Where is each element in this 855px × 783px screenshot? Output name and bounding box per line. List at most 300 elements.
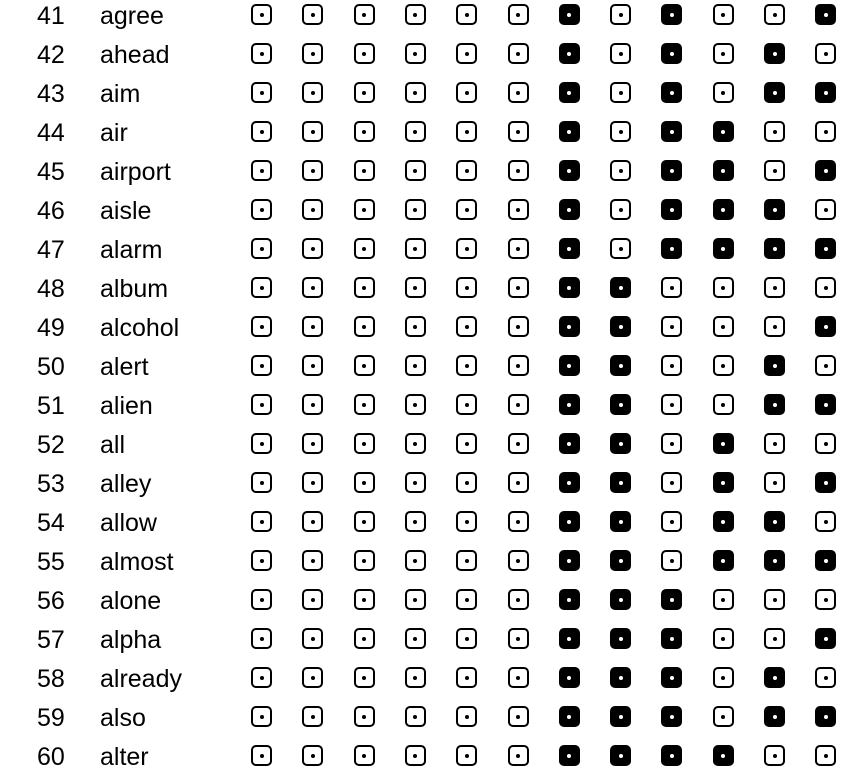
filled-bit-box-icon	[559, 238, 580, 259]
empty-bit-box-icon	[610, 43, 631, 64]
row-word: air	[100, 119, 128, 147]
row-word: alpha	[100, 626, 162, 654]
empty-bit-box-icon	[713, 355, 734, 376]
table-row	[0, 390, 855, 429]
empty-bit-box-icon	[251, 706, 272, 727]
filled-bit-box-icon	[559, 628, 580, 649]
empty-bit-box-icon	[508, 667, 529, 688]
empty-bit-box-icon	[456, 511, 477, 532]
filled-bit-box-icon	[661, 82, 682, 103]
filled-bit-box-icon	[610, 355, 631, 376]
empty-bit-box-icon	[302, 628, 323, 649]
row-number: 55	[37, 548, 65, 576]
empty-bit-box-icon	[508, 433, 529, 454]
empty-bit-box-icon	[713, 628, 734, 649]
empty-bit-box-icon	[302, 160, 323, 181]
table-row	[0, 546, 855, 585]
empty-bit-box-icon	[251, 472, 272, 493]
row-word: alien	[100, 392, 153, 420]
empty-bit-box-icon	[713, 394, 734, 415]
empty-bit-box-icon	[405, 316, 426, 337]
empty-bit-box-icon	[764, 121, 785, 142]
row-number: 54	[37, 509, 65, 537]
empty-bit-box-icon	[354, 316, 375, 337]
empty-bit-box-icon	[251, 82, 272, 103]
empty-bit-box-icon	[251, 121, 272, 142]
filled-bit-box-icon	[764, 199, 785, 220]
row-number: 41	[37, 2, 65, 30]
row-number: 50	[37, 353, 65, 381]
empty-bit-box-icon	[815, 511, 836, 532]
table-row	[0, 78, 855, 117]
empty-bit-box-icon	[251, 316, 272, 337]
filled-bit-box-icon	[764, 511, 785, 532]
filled-bit-box-icon	[559, 43, 580, 64]
empty-bit-box-icon	[405, 238, 426, 259]
empty-bit-box-icon	[610, 238, 631, 259]
empty-bit-box-icon	[405, 433, 426, 454]
filled-bit-box-icon	[610, 511, 631, 532]
empty-bit-box-icon	[815, 43, 836, 64]
row-number: 49	[37, 314, 65, 342]
filled-bit-box-icon	[764, 706, 785, 727]
empty-bit-box-icon	[661, 511, 682, 532]
row-word: allow	[100, 509, 157, 537]
filled-bit-box-icon	[764, 394, 785, 415]
empty-bit-box-icon	[251, 628, 272, 649]
empty-bit-box-icon	[764, 472, 785, 493]
empty-bit-box-icon	[815, 433, 836, 454]
empty-bit-box-icon	[815, 745, 836, 766]
filled-bit-box-icon	[713, 160, 734, 181]
empty-bit-box-icon	[251, 745, 272, 766]
empty-bit-box-icon	[456, 550, 477, 571]
empty-bit-box-icon	[354, 433, 375, 454]
table-row	[0, 195, 855, 234]
empty-bit-box-icon	[764, 316, 785, 337]
empty-bit-box-icon	[764, 628, 785, 649]
filled-bit-box-icon	[764, 238, 785, 259]
filled-bit-box-icon	[713, 121, 734, 142]
empty-bit-box-icon	[508, 394, 529, 415]
empty-bit-box-icon	[456, 82, 477, 103]
row-word: all	[100, 431, 126, 459]
filled-bit-box-icon	[815, 706, 836, 727]
filled-bit-box-icon	[661, 706, 682, 727]
empty-bit-box-icon	[354, 4, 375, 25]
filled-bit-box-icon	[815, 472, 836, 493]
empty-bit-box-icon	[508, 706, 529, 727]
filled-bit-box-icon	[559, 745, 580, 766]
empty-bit-box-icon	[302, 277, 323, 298]
row-word: album	[100, 275, 169, 303]
empty-bit-box-icon	[713, 43, 734, 64]
empty-bit-box-icon	[251, 355, 272, 376]
filled-bit-box-icon	[610, 550, 631, 571]
filled-bit-box-icon	[610, 589, 631, 610]
empty-bit-box-icon	[508, 589, 529, 610]
empty-bit-box-icon	[456, 199, 477, 220]
empty-bit-box-icon	[354, 394, 375, 415]
empty-bit-box-icon	[302, 550, 323, 571]
empty-bit-box-icon	[508, 82, 529, 103]
filled-bit-box-icon	[559, 472, 580, 493]
row-number: 60	[37, 743, 65, 771]
empty-bit-box-icon	[661, 355, 682, 376]
filled-bit-box-icon	[661, 628, 682, 649]
row-number: 48	[37, 275, 65, 303]
empty-bit-box-icon	[661, 277, 682, 298]
empty-bit-box-icon	[405, 82, 426, 103]
empty-bit-box-icon	[405, 511, 426, 532]
filled-bit-box-icon	[559, 121, 580, 142]
empty-bit-box-icon	[456, 394, 477, 415]
empty-bit-box-icon	[815, 277, 836, 298]
empty-bit-box-icon	[713, 589, 734, 610]
row-number: 44	[37, 119, 65, 147]
filled-bit-box-icon	[713, 472, 734, 493]
table-row	[0, 468, 855, 507]
empty-bit-box-icon	[405, 628, 426, 649]
row-word: already	[100, 665, 182, 693]
empty-bit-box-icon	[405, 355, 426, 376]
empty-bit-box-icon	[610, 82, 631, 103]
empty-bit-box-icon	[661, 433, 682, 454]
empty-bit-box-icon	[815, 589, 836, 610]
empty-bit-box-icon	[354, 706, 375, 727]
empty-bit-box-icon	[354, 277, 375, 298]
table-row	[0, 0, 855, 39]
filled-bit-box-icon	[661, 4, 682, 25]
filled-bit-box-icon	[661, 238, 682, 259]
filled-bit-box-icon	[559, 160, 580, 181]
empty-bit-box-icon	[302, 745, 323, 766]
empty-bit-box-icon	[456, 238, 477, 259]
empty-bit-box-icon	[405, 667, 426, 688]
empty-bit-box-icon	[405, 706, 426, 727]
table-row	[0, 585, 855, 624]
empty-bit-box-icon	[508, 745, 529, 766]
empty-bit-box-icon	[456, 628, 477, 649]
filled-bit-box-icon	[764, 43, 785, 64]
row-word: almost	[100, 548, 174, 576]
filled-bit-box-icon	[713, 511, 734, 532]
filled-bit-box-icon	[661, 121, 682, 142]
empty-bit-box-icon	[508, 238, 529, 259]
empty-bit-box-icon	[302, 706, 323, 727]
empty-bit-box-icon	[354, 667, 375, 688]
filled-bit-box-icon	[713, 433, 734, 454]
empty-bit-box-icon	[302, 199, 323, 220]
empty-bit-box-icon	[661, 472, 682, 493]
row-word: ahead	[100, 41, 170, 69]
row-word: alone	[100, 587, 162, 615]
filled-bit-box-icon	[815, 628, 836, 649]
row-word: also	[100, 704, 146, 732]
empty-bit-box-icon	[302, 355, 323, 376]
empty-bit-box-icon	[354, 628, 375, 649]
empty-bit-box-icon	[764, 160, 785, 181]
filled-bit-box-icon	[559, 4, 580, 25]
filled-bit-box-icon	[661, 43, 682, 64]
empty-bit-box-icon	[661, 394, 682, 415]
empty-bit-box-icon	[764, 433, 785, 454]
table-row	[0, 273, 855, 312]
empty-bit-box-icon	[354, 82, 375, 103]
empty-bit-box-icon	[405, 199, 426, 220]
row-number: 51	[37, 392, 65, 420]
empty-bit-box-icon	[508, 355, 529, 376]
filled-bit-box-icon	[661, 160, 682, 181]
empty-bit-box-icon	[354, 589, 375, 610]
empty-bit-box-icon	[354, 745, 375, 766]
empty-bit-box-icon	[508, 628, 529, 649]
empty-bit-box-icon	[456, 667, 477, 688]
empty-bit-box-icon	[251, 199, 272, 220]
empty-bit-box-icon	[610, 121, 631, 142]
empty-bit-box-icon	[405, 43, 426, 64]
filled-bit-box-icon	[559, 316, 580, 337]
filled-bit-box-icon	[559, 667, 580, 688]
filled-bit-box-icon	[559, 706, 580, 727]
empty-bit-box-icon	[251, 238, 272, 259]
empty-bit-box-icon	[456, 589, 477, 610]
filled-bit-box-icon	[764, 550, 785, 571]
filled-bit-box-icon	[559, 550, 580, 571]
empty-bit-box-icon	[251, 511, 272, 532]
filled-bit-box-icon	[713, 238, 734, 259]
empty-bit-box-icon	[815, 199, 836, 220]
empty-bit-box-icon	[764, 4, 785, 25]
empty-bit-box-icon	[405, 550, 426, 571]
filled-bit-box-icon	[559, 199, 580, 220]
filled-bit-box-icon	[815, 160, 836, 181]
filled-bit-box-icon	[610, 433, 631, 454]
empty-bit-box-icon	[302, 667, 323, 688]
empty-bit-box-icon	[456, 121, 477, 142]
row-number: 47	[37, 236, 65, 264]
empty-bit-box-icon	[302, 4, 323, 25]
filled-bit-box-icon	[764, 82, 785, 103]
empty-bit-box-icon	[456, 355, 477, 376]
empty-bit-box-icon	[456, 4, 477, 25]
empty-bit-box-icon	[610, 160, 631, 181]
table-row	[0, 702, 855, 741]
empty-bit-box-icon	[610, 4, 631, 25]
filled-bit-box-icon	[610, 277, 631, 298]
table-row	[0, 624, 855, 663]
table-row	[0, 351, 855, 390]
row-word: aim	[100, 80, 141, 108]
empty-bit-box-icon	[456, 277, 477, 298]
empty-bit-box-icon	[354, 550, 375, 571]
empty-bit-box-icon	[251, 4, 272, 25]
empty-bit-box-icon	[456, 160, 477, 181]
empty-bit-box-icon	[251, 550, 272, 571]
row-number: 45	[37, 158, 65, 186]
empty-bit-box-icon	[302, 238, 323, 259]
empty-bit-box-icon	[354, 511, 375, 532]
empty-bit-box-icon	[405, 589, 426, 610]
filled-bit-box-icon	[661, 199, 682, 220]
empty-bit-box-icon	[456, 433, 477, 454]
row-number: 52	[37, 431, 65, 459]
filled-bit-box-icon	[713, 745, 734, 766]
row-word: agree	[100, 2, 164, 30]
empty-bit-box-icon	[354, 121, 375, 142]
empty-bit-box-icon	[713, 316, 734, 337]
row-number: 57	[37, 626, 65, 654]
row-number: 46	[37, 197, 65, 225]
empty-bit-box-icon	[764, 589, 785, 610]
filled-bit-box-icon	[610, 667, 631, 688]
empty-bit-box-icon	[302, 433, 323, 454]
empty-bit-box-icon	[508, 4, 529, 25]
empty-bit-box-icon	[405, 394, 426, 415]
empty-bit-box-icon	[508, 277, 529, 298]
row-word: alarm	[100, 236, 163, 264]
table-row	[0, 741, 855, 780]
empty-bit-box-icon	[508, 43, 529, 64]
row-number: 53	[37, 470, 65, 498]
empty-bit-box-icon	[354, 43, 375, 64]
empty-bit-box-icon	[354, 199, 375, 220]
empty-bit-box-icon	[508, 160, 529, 181]
empty-bit-box-icon	[713, 4, 734, 25]
empty-bit-box-icon	[713, 667, 734, 688]
row-number: 42	[37, 41, 65, 69]
empty-bit-box-icon	[251, 589, 272, 610]
empty-bit-box-icon	[354, 238, 375, 259]
empty-bit-box-icon	[815, 355, 836, 376]
empty-bit-box-icon	[302, 472, 323, 493]
filled-bit-box-icon	[559, 589, 580, 610]
empty-bit-box-icon	[456, 706, 477, 727]
filled-bit-box-icon	[815, 238, 836, 259]
empty-bit-box-icon	[354, 355, 375, 376]
empty-bit-box-icon	[302, 316, 323, 337]
empty-bit-box-icon	[405, 4, 426, 25]
table-row	[0, 156, 855, 195]
empty-bit-box-icon	[713, 82, 734, 103]
table-row	[0, 234, 855, 273]
row-word: airport	[100, 158, 171, 186]
filled-bit-box-icon	[559, 355, 580, 376]
empty-bit-box-icon	[354, 160, 375, 181]
empty-bit-box-icon	[405, 121, 426, 142]
table-row	[0, 39, 855, 78]
filled-bit-box-icon	[815, 316, 836, 337]
empty-bit-box-icon	[251, 277, 272, 298]
empty-bit-box-icon	[456, 316, 477, 337]
filled-bit-box-icon	[661, 745, 682, 766]
empty-bit-box-icon	[354, 472, 375, 493]
table-row	[0, 507, 855, 546]
filled-bit-box-icon	[610, 316, 631, 337]
empty-bit-box-icon	[251, 667, 272, 688]
filled-bit-box-icon	[559, 511, 580, 532]
filled-bit-box-icon	[815, 82, 836, 103]
empty-bit-box-icon	[302, 511, 323, 532]
row-word: alter	[100, 743, 149, 771]
row-number: 56	[37, 587, 65, 615]
filled-bit-box-icon	[713, 550, 734, 571]
empty-bit-box-icon	[302, 43, 323, 64]
filled-bit-box-icon	[610, 745, 631, 766]
empty-bit-box-icon	[251, 433, 272, 454]
filled-bit-box-icon	[610, 394, 631, 415]
empty-bit-box-icon	[456, 43, 477, 64]
empty-bit-box-icon	[661, 550, 682, 571]
filled-bit-box-icon	[559, 394, 580, 415]
empty-bit-box-icon	[508, 316, 529, 337]
empty-bit-box-icon	[405, 472, 426, 493]
empty-bit-box-icon	[302, 82, 323, 103]
filled-bit-box-icon	[661, 667, 682, 688]
empty-bit-box-icon	[251, 160, 272, 181]
row-word: alcohol	[100, 314, 180, 342]
empty-bit-box-icon	[508, 511, 529, 532]
filled-bit-box-icon	[815, 4, 836, 25]
table-row	[0, 429, 855, 468]
empty-bit-box-icon	[661, 316, 682, 337]
filled-bit-box-icon	[661, 589, 682, 610]
empty-bit-box-icon	[405, 745, 426, 766]
row-number: 59	[37, 704, 65, 732]
empty-bit-box-icon	[764, 277, 785, 298]
empty-bit-box-icon	[508, 199, 529, 220]
empty-bit-box-icon	[713, 277, 734, 298]
filled-bit-box-icon	[559, 277, 580, 298]
table-row	[0, 312, 855, 351]
empty-bit-box-icon	[508, 472, 529, 493]
empty-bit-box-icon	[456, 745, 477, 766]
empty-bit-box-icon	[815, 121, 836, 142]
empty-bit-box-icon	[251, 394, 272, 415]
row-word: alley	[100, 470, 152, 498]
empty-bit-box-icon	[302, 589, 323, 610]
empty-bit-box-icon	[815, 667, 836, 688]
empty-bit-box-icon	[405, 277, 426, 298]
filled-bit-box-icon	[815, 550, 836, 571]
table-row	[0, 663, 855, 702]
row-number: 58	[37, 665, 65, 693]
empty-bit-box-icon	[456, 472, 477, 493]
filled-bit-box-icon	[559, 433, 580, 454]
empty-bit-box-icon	[610, 199, 631, 220]
filled-bit-box-icon	[610, 706, 631, 727]
empty-bit-box-icon	[713, 706, 734, 727]
filled-bit-box-icon	[764, 667, 785, 688]
row-word: alert	[100, 353, 149, 381]
empty-bit-box-icon	[508, 550, 529, 571]
empty-bit-box-icon	[508, 121, 529, 142]
filled-bit-box-icon	[713, 199, 734, 220]
empty-bit-box-icon	[302, 121, 323, 142]
table-row	[0, 117, 855, 156]
empty-bit-box-icon	[302, 394, 323, 415]
row-number: 43	[37, 80, 65, 108]
filled-bit-box-icon	[815, 394, 836, 415]
empty-bit-box-icon	[764, 745, 785, 766]
empty-bit-box-icon	[251, 43, 272, 64]
row-word: aisle	[100, 197, 152, 225]
filled-bit-box-icon	[610, 472, 631, 493]
filled-bit-box-icon	[610, 628, 631, 649]
filled-bit-box-icon	[559, 82, 580, 103]
empty-bit-box-icon	[405, 160, 426, 181]
filled-bit-box-icon	[764, 355, 785, 376]
